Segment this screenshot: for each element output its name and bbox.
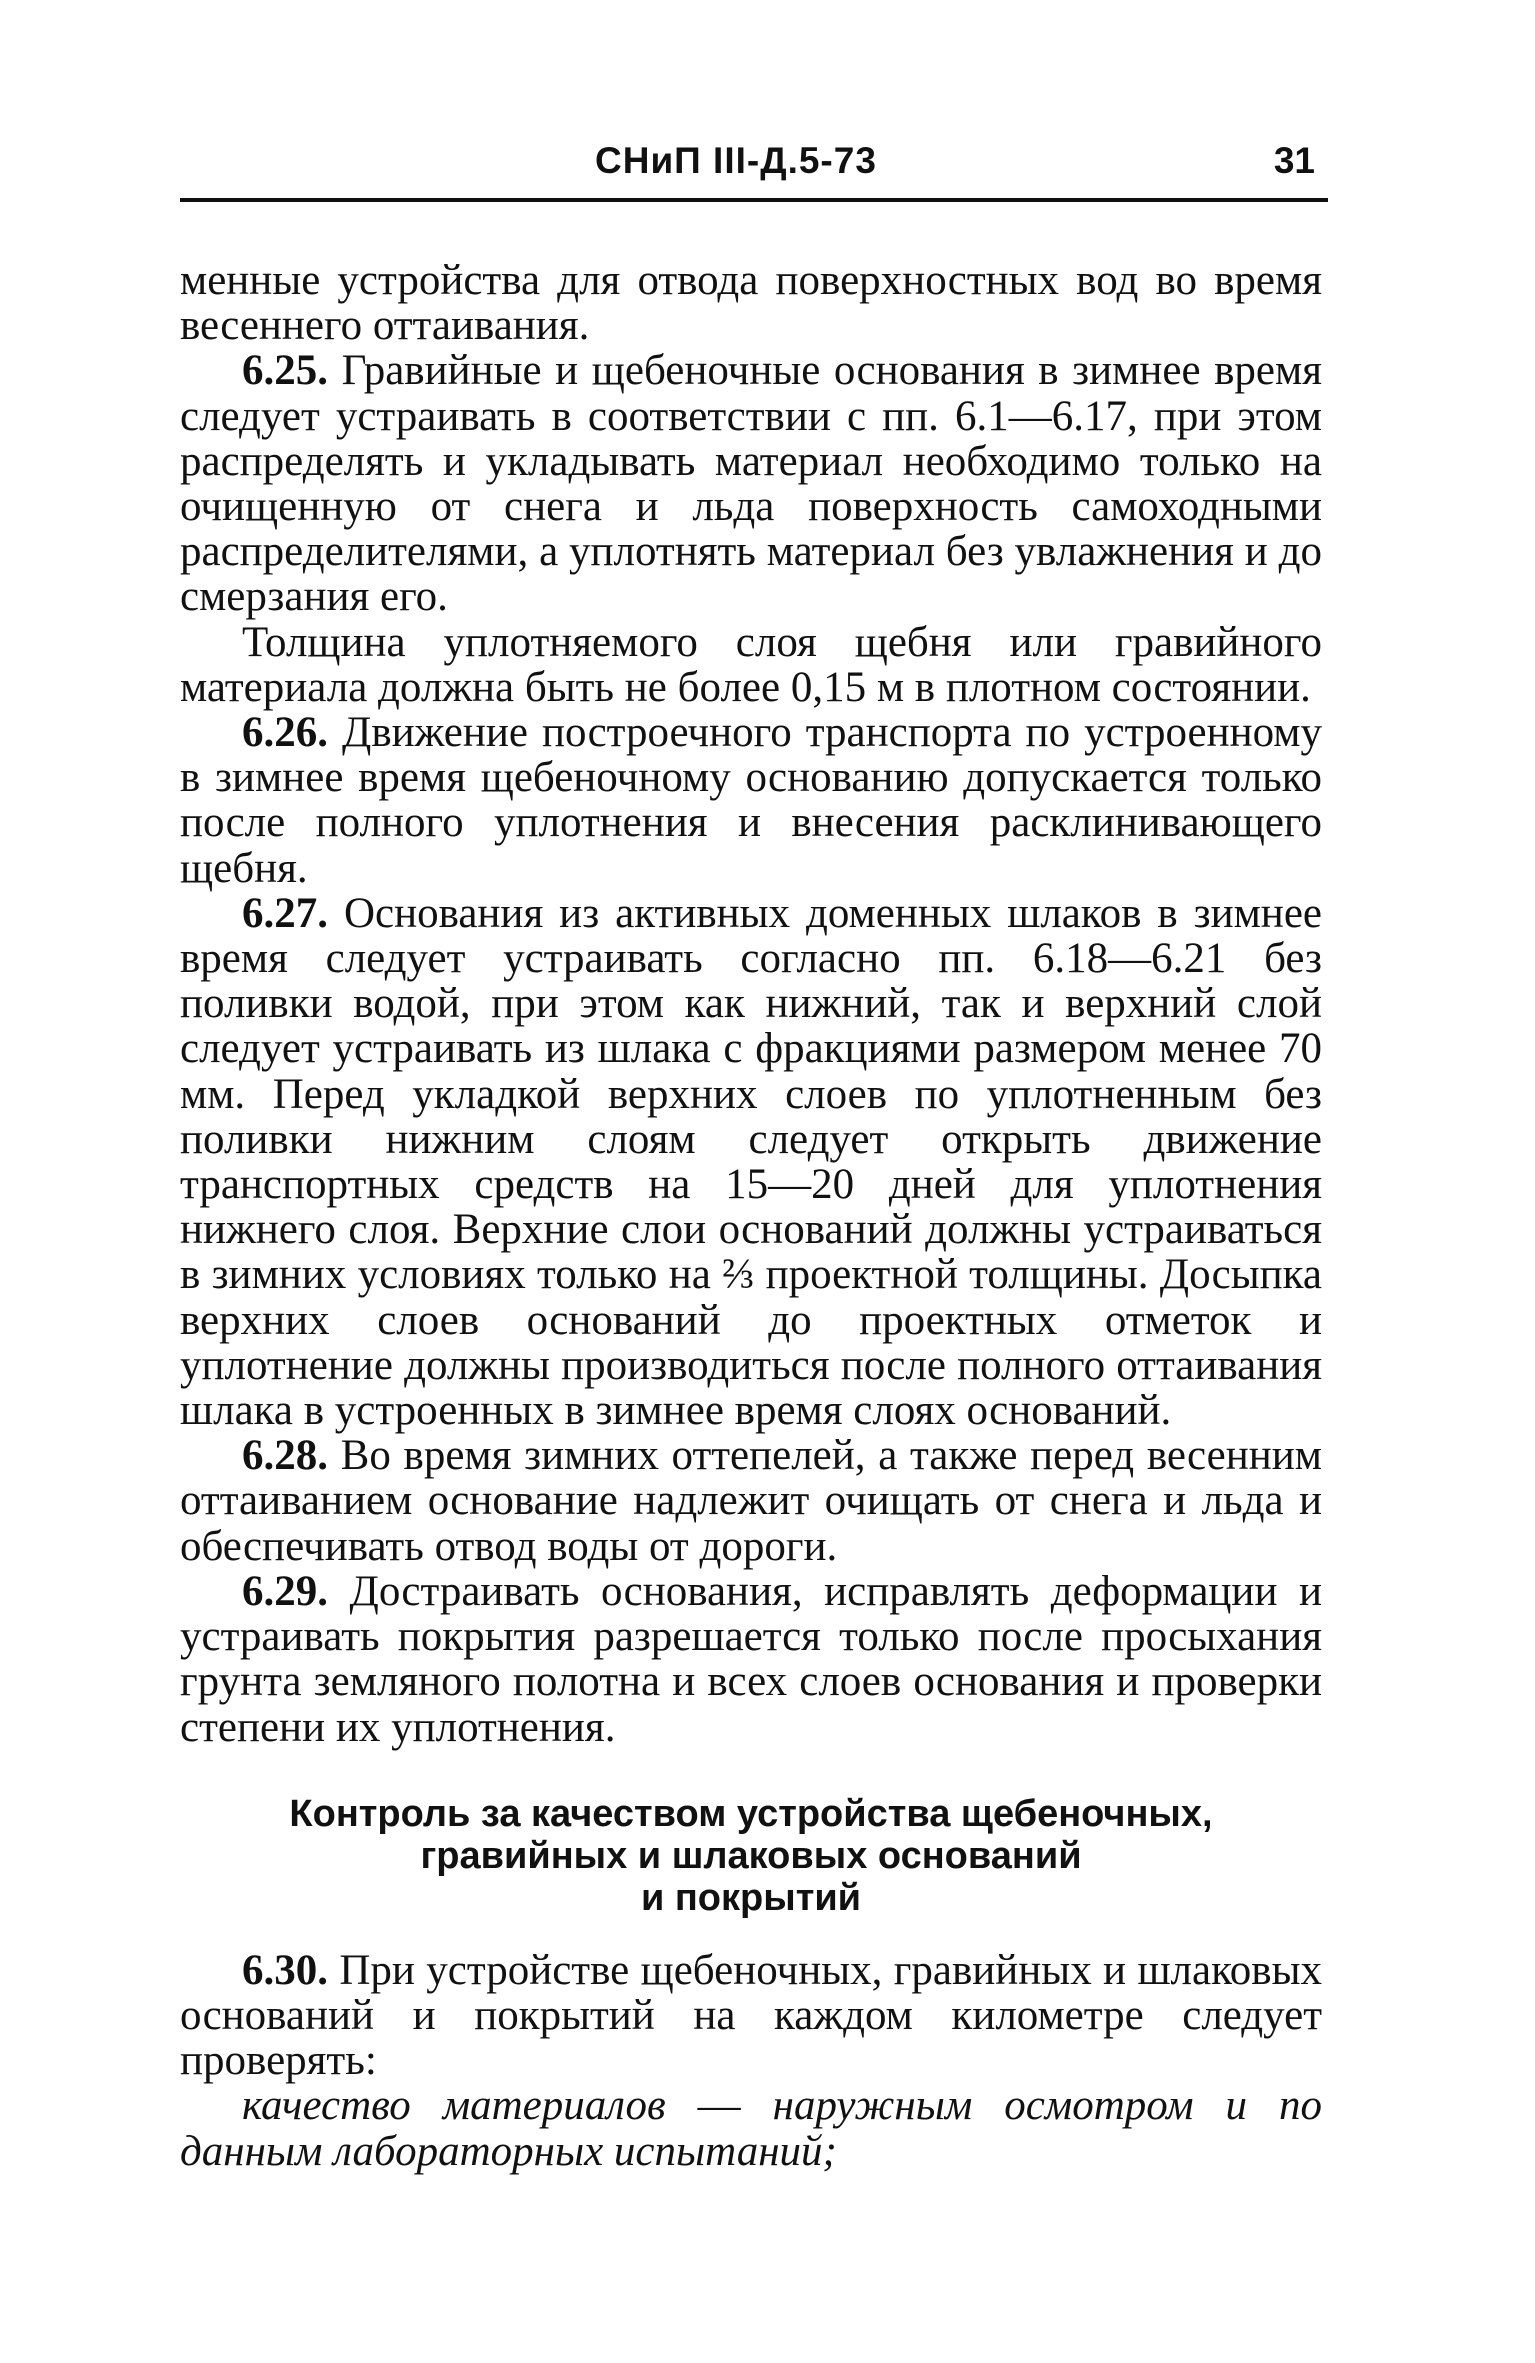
paragraph-text: Движение построечного транспорта по устроенному в зимнее время щебеночному основанию допускается только после полного уплотнения и внесения расклинивающего щебня. (180, 709, 1322, 892)
paragraph-text: менные устройства для отвода поверхностных вод во время весеннего оттаивания. (180, 257, 1322, 350)
paragraph-text: Толщина уплотняемого слоя щебня или гравийного материала должна быть не более 0,15 м в плотном состоянии. (180, 618, 1322, 711)
paragraph-text: Достраивать основания, исправлять деформации и устраивать покрытия разрешается только после просыхания грунта земляного полотна и всех слоев основания и проверки степени их уплотнения. (180, 1567, 1322, 1751)
paragraph-text: При устройстве щебеночных, гравийных и шлаковых оснований и покрытий на каждом километре следует проверять: (180, 1946, 1322, 2085)
section-heading-line: и покрытий (640, 1876, 862, 1919)
paragraph-number: 6.26. (242, 709, 328, 757)
paragraph-number: 6.30. (242, 1946, 328, 1994)
check-description: наружным осмотром и по данным лабораторных испытаний; (180, 2082, 1322, 2175)
check-dash: — (665, 2082, 773, 2130)
paragraph-6-30 (180, 1948, 1322, 2084)
document-body (180, 258, 1322, 2174)
paragraph-number: 6.27. (242, 889, 328, 937)
page-header (180, 140, 1325, 198)
paragraph-text: Во время зимних оттепелей, а также перед весенним оттаиванием основание надлежит очищать от снега и льда и обеспечивать отвод воды от дороги. (180, 1432, 1322, 1570)
paragraph-text: Основания из активных доменных шлаков в зимнее время следует устраивать согласно пп. 6.18—6.21 без поливки водой, при этом как нижний, так и верхний слой следует устраивать из шлака с фракциями размером менее 70 мм. Перед укладкой верхних слоев по уплотненным без поливки нижним слоям следует открыть движение транспортных средств на 15—20 дней для уплотнения нижнего слоя. Верхние слои оснований должны устраиваться в зимних условиях только на ⅔ проектной толщины. Досыпка верхних слоев оснований до проектных отметок и уплотнение должны производиться после полного оттаивания шлака в устроенных в зимнее время слоях оснований. (180, 889, 1322, 1435)
paragraph-materials-check (180, 2083, 1322, 2173)
paragraph-6-27 (180, 891, 1322, 1433)
paragraph-6-29 (180, 1569, 1322, 1750)
section-heading (180, 1793, 1322, 1919)
section-heading-line: гравийных и шлаковых оснований (420, 1834, 1082, 1877)
header-rule (180, 198, 1328, 202)
page-number: 31 (1273, 140, 1315, 181)
paragraph-number: 6.25. (242, 347, 328, 395)
paragraph-6-25 (180, 348, 1322, 619)
check-term: качество материалов (242, 2082, 666, 2130)
section-heading-line: Контроль за качеством устройства щебеночных, (289, 1792, 1213, 1835)
paragraph-number: 6.28. (242, 1432, 328, 1480)
paragraph-text: Гравийные и щебеночные основания в зимнее время следует устраивать в соответствии с пп. 6.1—6.17, при этом распределять и укладывать материал необходимо только на очищенную от снега и льда поверхность самоходными распределителями, а уплотнять материал без увлажнения и до смерзания его. (180, 347, 1322, 621)
paragraph-6-26 (180, 710, 1322, 891)
paragraph-thickness (180, 620, 1322, 710)
paragraph-continued (180, 258, 1322, 348)
paragraph-number: 6.29. (242, 1567, 328, 1615)
paragraph-6-28 (180, 1433, 1322, 1569)
document-code: СНиП III-Д.5-73 (595, 140, 877, 181)
